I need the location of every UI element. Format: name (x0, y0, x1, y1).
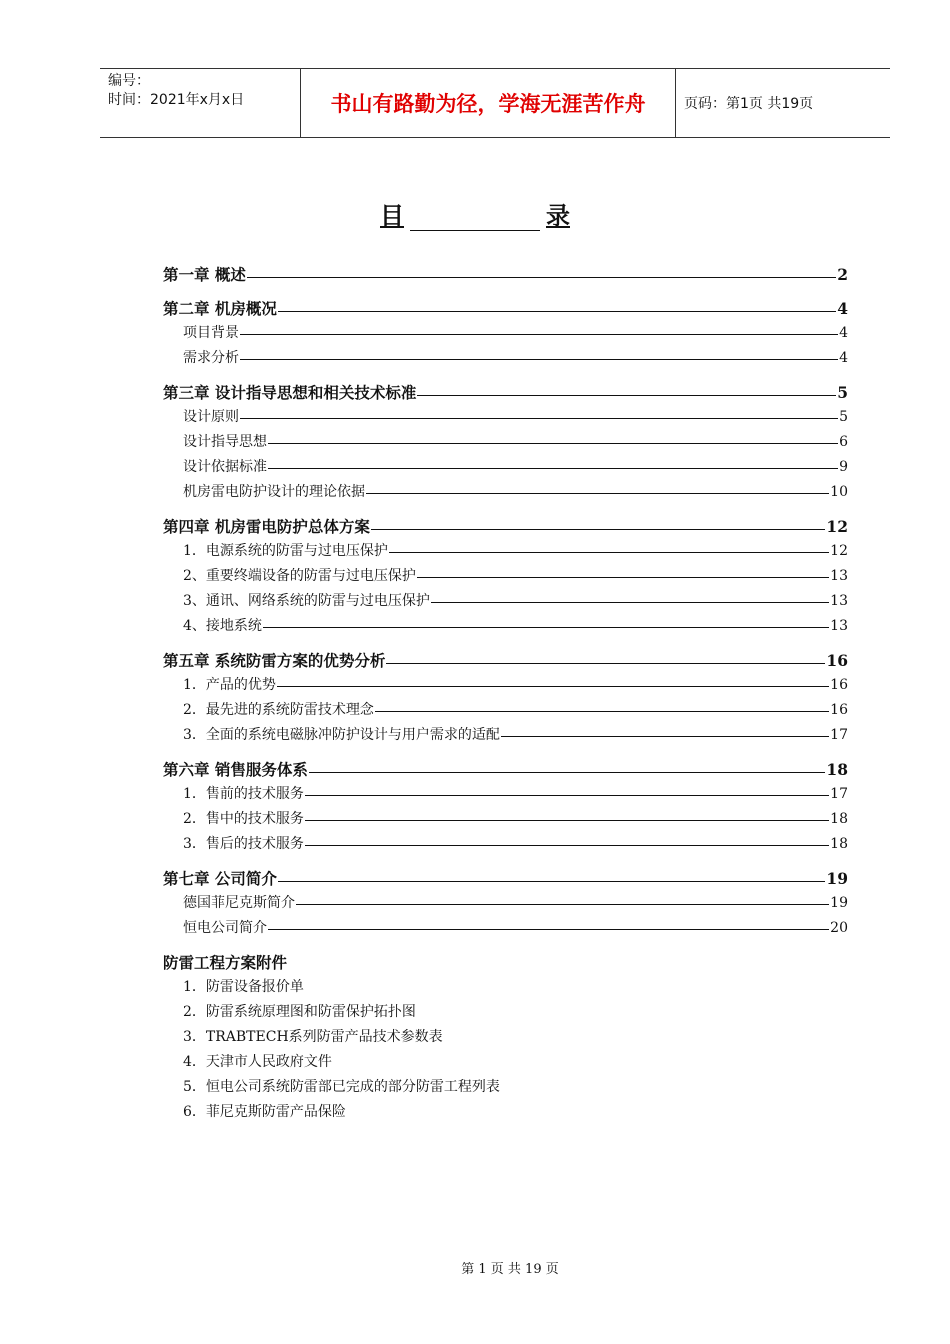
toc-entry-title: 第七章 公司简介 (163, 869, 277, 888)
toc-leader-line (417, 577, 829, 578)
toc-chapter[interactable] (163, 262, 848, 287)
toc-leader-line (371, 529, 826, 530)
table-of-contents (163, 262, 848, 1125)
toc-entry-title: 德国菲尼克斯简介 (183, 895, 295, 911)
toc-leader-line (277, 686, 829, 687)
toc-section[interactable] (163, 430, 848, 455)
page-header (100, 68, 890, 138)
toc-leader-line (263, 627, 829, 628)
toc-section[interactable] (163, 346, 848, 371)
toc-title-left: 目 (380, 201, 404, 230)
toc-leader-line (278, 311, 836, 312)
toc-section[interactable] (163, 589, 848, 614)
toc-leader-line (278, 881, 826, 882)
toc-page-number: 6 (839, 434, 848, 450)
toc-section[interactable] (163, 405, 848, 430)
toc-page-number: 13 (830, 568, 848, 584)
toc-entry-title: 第一章 概述 (163, 265, 246, 284)
toc-leader-line (305, 845, 829, 846)
toc-section[interactable] (163, 455, 848, 480)
page-footer: 第 1 页 共 19 页 (461, 1262, 559, 1277)
appendix-item: 4．天津市人民政府文件 (183, 1054, 332, 1070)
toc-section[interactable] (163, 564, 848, 589)
toc-leader-line (268, 443, 838, 444)
toc-leader-line (431, 602, 829, 603)
toc-leader-line (240, 359, 838, 360)
toc-page-number: 5 (837, 383, 848, 402)
toc-page-number: 18 (830, 811, 848, 827)
toc-entry-title: 需求分析 (183, 350, 239, 366)
toc-page-number: 4 (837, 299, 848, 318)
toc-entry-title: 第六章 销售服务体系 (163, 760, 308, 779)
toc-page-number: 2 (837, 265, 848, 284)
toc-leader-line (240, 418, 838, 419)
toc-leader-line (366, 493, 829, 494)
toc-page-number: 5 (839, 409, 848, 425)
header-meta (100, 69, 301, 137)
appendix-item: 2．防雷系统原理图和防雷保护拓扑图 (183, 1004, 416, 1020)
toc-entry-title: 3．售后的技术服务 (183, 836, 304, 852)
toc-leader-line (268, 929, 829, 930)
toc-page-number: 16 (830, 677, 848, 693)
toc-page-number: 9 (839, 459, 848, 475)
toc-leader-line (247, 277, 836, 278)
appendix-item: 3．TRABTECH系列防雷产品技术参数表 (183, 1029, 443, 1045)
number-label: 编号： (108, 73, 150, 89)
toc-page-number: 12 (826, 517, 848, 536)
toc-chapter[interactable] (163, 380, 848, 405)
toc-entry-title: 第三章 设计指导思想和相关技术标准 (163, 383, 417, 402)
toc-entry-title: 3、通讯、网络系统的防雷与过电压保护 (183, 593, 430, 609)
toc-entry-title: 2、重要终端设备的防雷与过电压保护 (183, 568, 416, 584)
toc-chapter[interactable] (163, 296, 848, 321)
toc-entry-title: 4、接地系统 (183, 618, 262, 634)
toc-entry-title: 第二章 机房概况 (163, 299, 277, 318)
toc-entry-title: 机房雷电防护设计的理论依据 (183, 484, 365, 500)
toc-entry-title: 第五章 系统防雷方案的优势分析 (163, 651, 386, 670)
toc-page-number: 19 (826, 869, 848, 888)
toc-section[interactable] (163, 916, 848, 941)
toc-section[interactable] (163, 614, 848, 639)
header-motto: 书山有路勤为径，学海无涯苦作舟 (301, 69, 676, 137)
toc-title-gap (410, 206, 540, 231)
toc-entry-title: 第四章 机房雷电防护总体方案 (163, 517, 370, 536)
toc-page-number: 4 (839, 325, 848, 341)
toc-section[interactable] (163, 321, 848, 346)
toc-page-number: 18 (826, 760, 848, 779)
toc-entry-title: 设计原则 (183, 409, 239, 425)
appendix-heading: 防雷工程方案附件 (163, 953, 288, 972)
toc-section[interactable] (163, 698, 848, 723)
toc-page-number: 13 (830, 618, 848, 634)
toc-entry-title: 恒电公司简介 (183, 920, 267, 936)
toc-entry-title: 2．售中的技术服务 (183, 811, 304, 827)
toc-section[interactable] (163, 891, 848, 916)
toc-chapter[interactable] (163, 648, 848, 673)
toc-entry-title: 2．最先进的系统防雷技术理念 (183, 702, 374, 718)
appendix-item: 1．防雷设备报价单 (183, 979, 304, 995)
toc-leader-line (389, 552, 829, 553)
toc-page-number: 19 (830, 895, 848, 911)
toc-leader-line (501, 736, 829, 737)
toc-page-number: 16 (826, 651, 848, 670)
toc-chapter[interactable] (163, 866, 848, 891)
toc-leader-line (240, 334, 838, 335)
toc-leader-line (375, 711, 829, 712)
toc-page-number: 18 (830, 836, 848, 852)
toc-entry-title: 1．售前的技术服务 (183, 786, 304, 802)
toc-section[interactable] (163, 807, 848, 832)
toc-section[interactable] (163, 480, 848, 505)
toc-section[interactable] (163, 782, 848, 807)
toc-leader-line (305, 795, 829, 796)
toc-page-number: 10 (830, 484, 848, 500)
header-page-info: 页码：第1页 共19页 (684, 96, 814, 112)
toc-leader-line (386, 663, 825, 664)
toc-leader-line (309, 772, 826, 773)
toc-page-number: 4 (839, 350, 848, 366)
toc-title-right: 录 (546, 201, 570, 230)
toc-page-number: 20 (830, 920, 848, 936)
toc-page-number: 16 (830, 702, 848, 718)
toc-chapter[interactable] (163, 514, 848, 539)
toc-entry-title: 1．电源系统的防雷与过电压保护 (183, 543, 388, 559)
toc-leader-line (296, 904, 829, 905)
toc-leader-line (417, 395, 836, 396)
toc-section[interactable] (163, 832, 848, 857)
toc-page-number: 17 (830, 727, 848, 743)
toc-title (0, 196, 950, 231)
toc-entry-title: 项目背景 (183, 325, 239, 341)
time-label: 时间：2021年x月x日 (108, 92, 245, 108)
appendix-item: 5．恒电公司系统防雷部已完成的部分防雷工程列表 (183, 1079, 500, 1095)
toc-leader-line (268, 468, 838, 469)
toc-page-number: 12 (830, 543, 848, 559)
toc-page-number: 17 (830, 786, 848, 802)
toc-section[interactable] (163, 539, 848, 564)
appendix-item: 6．菲尼克斯防雷产品保险 (183, 1104, 346, 1120)
toc-entry-title: 设计依据标准 (183, 459, 267, 475)
toc-entry-title: 3．全面的系统电磁脉冲防护设计与用户需求的适配 (183, 727, 500, 743)
toc-section[interactable] (163, 673, 848, 698)
toc-entry-title: 设计指导思想 (183, 434, 267, 450)
toc-leader-line (305, 820, 829, 821)
toc-section[interactable] (163, 723, 848, 748)
toc-entry-title: 1．产品的优势 (183, 677, 276, 693)
toc-chapter[interactable] (163, 757, 848, 782)
toc-page-number: 13 (830, 593, 848, 609)
